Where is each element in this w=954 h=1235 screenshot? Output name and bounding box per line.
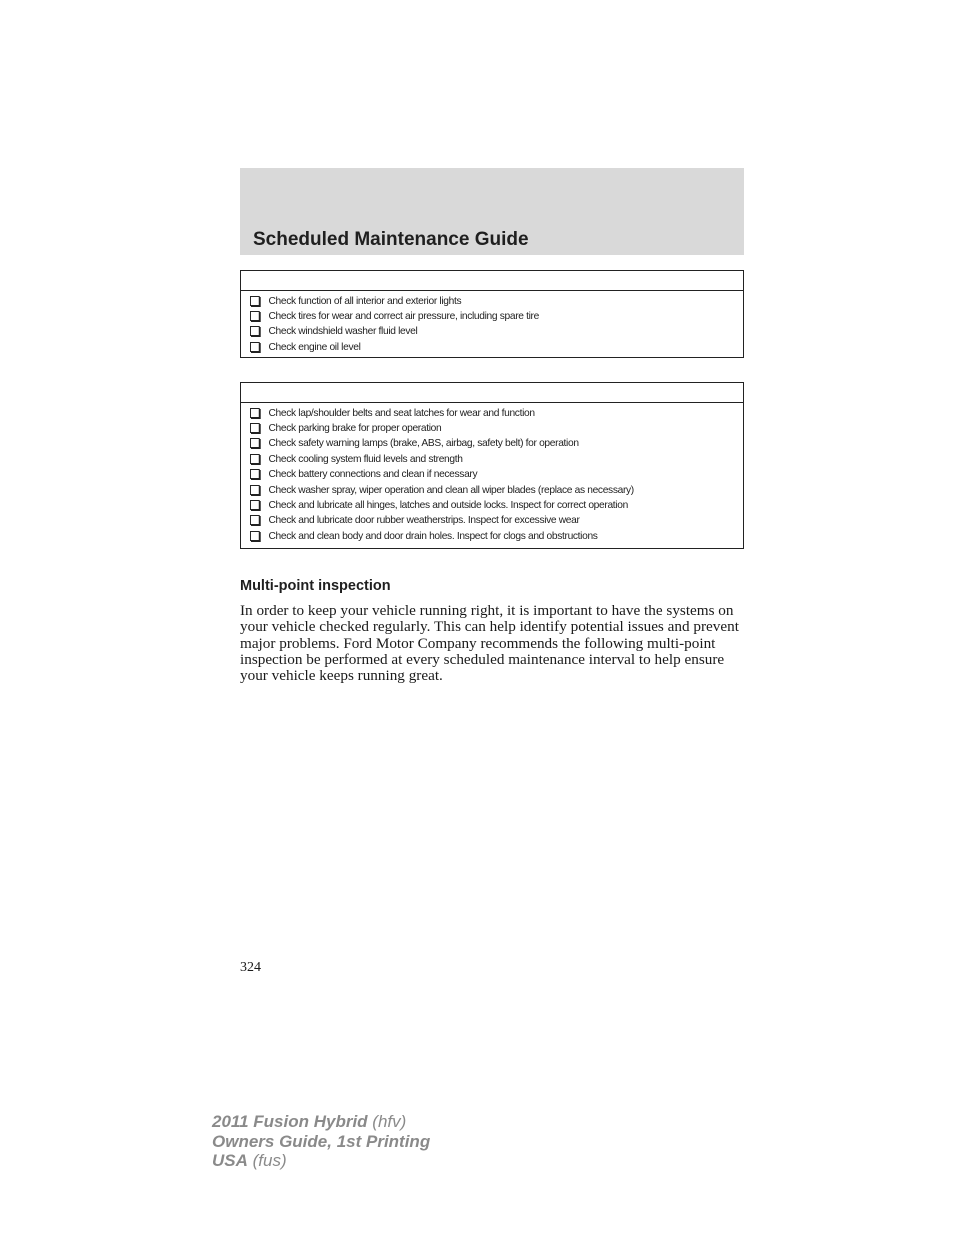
checklist-item: Check engine oil level (250, 339, 730, 354)
footer-line-2: Owners Guide, 1st Printing (212, 1131, 431, 1151)
checklist-item: Check tires for wear and correct air pressure, including spare tire (250, 308, 730, 323)
checklist-items (241, 403, 743, 546)
checklist-periodic (240, 382, 744, 549)
checklist-daily (240, 270, 744, 358)
checkbox-icon (250, 408, 260, 418)
checklist-header-row (241, 271, 743, 291)
checkbox-icon (250, 296, 260, 306)
checkbox-icon (250, 326, 260, 336)
checklist-item: Check function of all interior and exterior lights (250, 293, 730, 308)
checkbox-icon (250, 469, 260, 479)
footer-line-1: 2011 Fusion Hybrid (hfv) (212, 1112, 407, 1131)
checklist-item: Check parking brake for proper operation (250, 420, 730, 435)
section-body: In order to keep your vehicle running right, it is important to have the systems on your vehicle checked regularly. This can help identify potential issues and prevent major problems. Ford Motor Company recommends the following multi-point inspection be performed at every scheduled maintenance interval to help ensure your vehicle keeps running great. (240, 602, 739, 685)
checkbox-icon (250, 342, 260, 352)
checkbox-icon (250, 531, 260, 541)
section-heading: Multi-point inspection (240, 578, 391, 594)
checkbox-icon (250, 438, 260, 448)
checklist-item: Check and clean body and door drain holes. Inspect for clogs and obstructions (250, 528, 730, 543)
checklist-items (241, 291, 743, 357)
checklist-item: Check cooling system fluid levels and strength (250, 451, 730, 466)
checkbox-icon (250, 515, 260, 525)
checklist-item: Check washer spray, wiper operation and clean all wiper blades (replace as necessary) (250, 482, 730, 497)
checklist-item: Check and lubricate all hinges, latches and outside locks. Inspect for correct operation (250, 497, 730, 512)
checkbox-icon (250, 500, 260, 510)
header-band (240, 168, 744, 255)
checklist-item: Check safety warning lamps (brake, ABS, airbag, safety belt) for operation (250, 436, 730, 451)
checklist-item: Check lap/shoulder belts and seat latches for wear and function (250, 405, 730, 420)
checkbox-icon (250, 311, 260, 321)
checkbox-icon (250, 485, 260, 495)
checkbox-icon (250, 423, 260, 433)
checklist-item: Check battery connections and clean if necessary (250, 467, 730, 482)
footer-line-3: USA (fus) (212, 1151, 287, 1170)
checklist-item: Check and lubricate door rubber weatherstrips. Inspect for excessive wear (250, 513, 730, 528)
checklist-item: Check windshield washer fluid level (250, 324, 730, 339)
checklist-header-row (241, 383, 743, 403)
checkbox-icon (250, 454, 260, 464)
page-number: 324 (240, 960, 261, 975)
footer-imprint (212, 1112, 430, 1171)
page-title: Scheduled Maintenance Guide (253, 229, 529, 250)
